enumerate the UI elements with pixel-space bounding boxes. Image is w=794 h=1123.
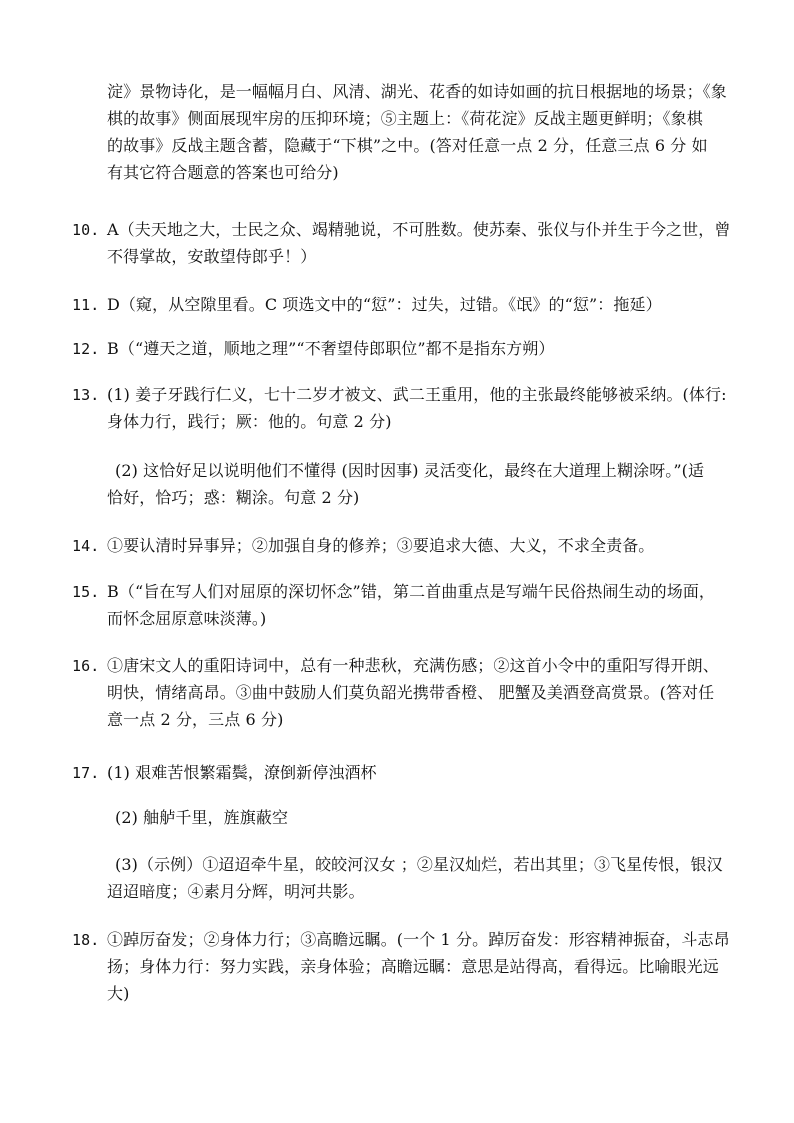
text-line: A（夫天地之大，士民之众、竭精驰说，不可胜数。使苏秦、张仪与仆并生于今之世，曾	[107, 220, 731, 239]
question-number: 10.	[72, 221, 100, 239]
text-line: (1) 艰难苦恨繁霜鬓，潦倒新停浊酒杯	[107, 763, 377, 782]
answer-17-part-1	[107, 759, 377, 786]
answer-17-number	[72, 759, 99, 787]
text-line: (2) 这恰好足以说明他们不懂得 (因时因事) 灵活变化，最终在大道理上糊涂呀。”(适	[115, 461, 705, 480]
text-line: 有其它符合题意的答案也可给分)	[107, 163, 339, 182]
question-number: 17.	[72, 764, 100, 782]
answer-12	[107, 335, 554, 362]
answer-16	[107, 652, 719, 733]
text-line: 而怀念屈原意味淡薄。)	[107, 609, 267, 628]
answer-9-continuation	[107, 78, 727, 186]
text-line: B（“遵天之道，顺地之理”“不奢望侍郎职位”都不是指东方朔）	[107, 339, 555, 358]
question-number: 11.	[72, 296, 100, 314]
answer-18-number	[72, 926, 99, 954]
text-line: 意一点 2 分，三点 6 分)	[107, 710, 284, 729]
answer-17-part-3-cont	[107, 878, 365, 905]
answer-11	[107, 291, 662, 318]
text-line: 淀》景物诗化，是一幅幅月白、风清、湖光、花香的如诗如画的抗日根据地的场景；《象	[107, 82, 727, 101]
text-line: ①踔厉奋发；②身体力行；③高瞻远瞩。(一个 1 分。踔厉奋发：形容精神振奋，斗志昂	[107, 930, 730, 949]
text-line: 棋的故事》侧面展现牢房的压抑环境；⑤主题上：《荷花淀》反战主题更鲜明；《象棋	[107, 109, 703, 128]
question-number: 12.	[72, 340, 100, 358]
text-line: 大)	[107, 984, 130, 1003]
answer-15-number	[72, 578, 99, 606]
answer-15	[107, 578, 715, 632]
text-line: 的故事》反战主题含蓄，隐藏于“下棋”之中。(答对任意一点 2 分，任意三点 6 分 如	[107, 136, 708, 155]
text-line: 身体力行，践行；厥：他的。句意 2 分)	[107, 412, 392, 431]
text-line: (2) 舳舻千里，旌旗蔽空	[115, 808, 289, 827]
text-line: ①唐宋文人的重阳诗词中，总有一种悲秋，充满伤感；②这首小令中的重阳写得开朗、	[107, 656, 719, 675]
text-line: 不得掌故，安敢望侍郎乎！）	[107, 247, 317, 266]
answer-17-part-3	[115, 851, 723, 878]
answer-11-number	[72, 291, 99, 319]
answer-16-number	[72, 652, 99, 680]
answer-12-number	[72, 335, 99, 363]
question-number: 18.	[72, 931, 100, 949]
answer-14	[107, 532, 654, 559]
answer-13-part-1	[107, 381, 727, 435]
answer-10-number	[72, 216, 99, 244]
text-line: 明快，情绪高昂。③曲中鼓励人们莫负韶光携带香橙、 肥蟹及美酒登高赏景。(答对任	[107, 683, 715, 702]
text-line: 迢迢暗度；④素月分辉，明河共影。	[107, 882, 365, 901]
answer-14-number	[72, 532, 99, 560]
text-line: ①要认清时异事异；②加强自身的修养；③要追求大德、大义，不求全责备。	[107, 536, 655, 555]
answer-13-part-2	[115, 457, 704, 484]
question-number: 15.	[72, 583, 100, 601]
answer-10	[107, 216, 730, 270]
text-line: 恰好，恰巧；惑：糊涂。句意 2 分)	[107, 488, 360, 507]
text-line: B（“旨在写人们对屈原的深切怀念”错，第二首曲重点是写端午民俗热闹生动的场面，	[107, 582, 716, 601]
answer-17-part-2	[115, 804, 288, 831]
answer-18	[107, 926, 730, 1007]
question-number: 13.	[72, 386, 100, 404]
answer-13-number	[72, 381, 99, 409]
text-line: (1) 姜子牙践行仁义，七十二岁才被文、武二王重用，他的主张最终能够被采纳。(体行:	[107, 385, 727, 404]
text-line: (3)（示例）①迢迢牵牛星，皎皎河汉女 ；②星汉灿烂，若出其里；③飞星传恨，银汉	[115, 855, 723, 874]
question-number: 14.	[72, 537, 100, 555]
answer-13-part-2-cont	[107, 484, 359, 511]
text-line: 扬；身体力行：努力实践，亲身体验；高瞻远瞩：意思是站得高，看得远。比喻眼光远	[107, 957, 719, 976]
question-number: 16.	[72, 657, 100, 675]
text-line: D（窥，从空隙里看。C 项选文中的“愆”：过失，过错。《氓》的“愆”：拖延）	[107, 295, 662, 314]
